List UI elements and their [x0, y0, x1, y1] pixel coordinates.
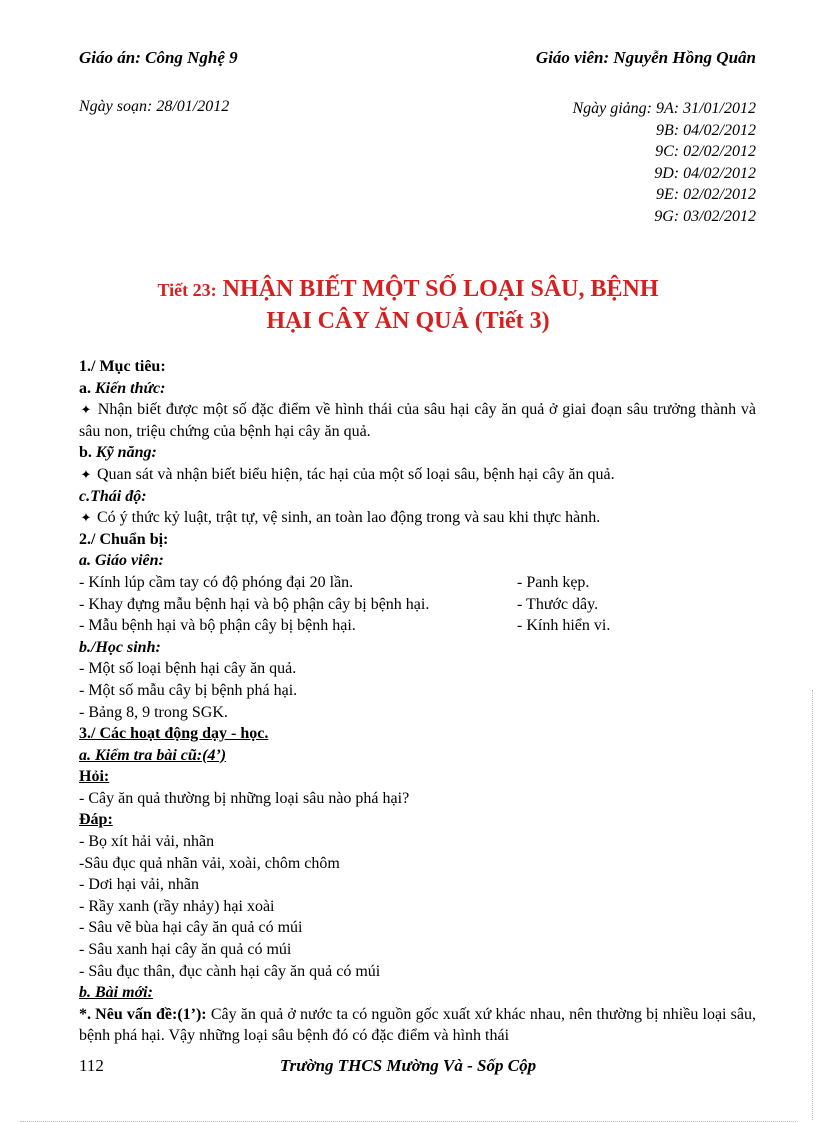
attitude-text-content: Có ý thức kỷ luật, trật tự, vệ sinh, an toàn lao động trong và sau khi thực hành. — [97, 509, 601, 527]
question-text: - Cây ăn quả thường bị những loại sâu nào phá hại? — [79, 789, 410, 807]
teacher-prep-item: - Thước dây. — [517, 595, 599, 613]
section-objectives-heading: 1./ Mục tiêu: — [79, 358, 166, 375]
answer-label: Đáp: — [79, 811, 113, 829]
teacher-prep-row — [79, 594, 756, 616]
section-preparation-heading: 2./ Chuẩn bị: — [79, 530, 169, 548]
page-break-line — [20, 1121, 796, 1122]
student-prep-heading: b./Học sinh: — [79, 638, 161, 656]
page-edge-line — [812, 690, 813, 1120]
intro-text: Cây ăn quả ở nước ta có nguồn gốc xuất xứ khác nhau, nên thường bị nhiều loại sâu, bệnh phá hại. Vậy những loại sâu bệnh đó có đặc điểm và hình thái — [79, 1005, 757, 1045]
skills-text — [79, 464, 756, 486]
intro-label: *. Nêu vấn đề:(1’): — [79, 1005, 207, 1023]
teaching-date: 9D: 04/02/2012 — [654, 164, 756, 182]
star-bullet-icon: ✦ — [80, 402, 92, 418]
teacher-prep-item: - Kính lúp cầm tay có độ phóng đại 20 lần. — [79, 573, 354, 591]
review-heading: a. Kiểm tra bài cũ:(4’) — [79, 746, 227, 764]
skills-prefix: b. — [79, 444, 92, 462]
lesson-body — [79, 356, 756, 1047]
teaching-date: Ngày giảng: 9A: 31/01/2012 — [572, 100, 756, 117]
teaching-date: 9E: 02/02/2012 — [656, 186, 756, 204]
lesson-title-line2: HẠI CÂY ĂN QUẢ (Tiết 3) — [266, 308, 550, 334]
answer-item: - Sâu vẽ bùa hại cây ăn quả có múi — [79, 919, 303, 937]
student-prep-item: - Một số loại bệnh hại cây ăn quả. — [79, 660, 297, 678]
page-number: 112 — [79, 1056, 104, 1075]
teaching-dates — [572, 98, 756, 228]
answer-item: - Sâu xanh hại cây ăn quả có múi — [79, 941, 292, 959]
skills-title: Kỹ năng: — [95, 444, 157, 462]
knowledge-title: Kiến thức: — [95, 379, 166, 397]
answer-item: - Dơi hại vải, nhãn — [79, 876, 199, 894]
new-lesson-heading: b. Bài mới: — [79, 984, 153, 1002]
prepared-date: Ngày soạn: 28/01/2012 — [79, 98, 230, 115]
lesson-number: Tiết 23: — [157, 280, 217, 300]
header-right: Giáo viên: Nguyễn Hồng Quân — [535, 48, 756, 67]
lesson-title-text: NHẬN BIẾT MỘT SỐ LOẠI SÂU, BỆNH — [222, 276, 659, 302]
answer-item: - Bọ xít hải vải, nhãn — [79, 833, 215, 851]
star-bullet-icon: ✦ — [80, 510, 92, 526]
teacher-prep-item: - Panh kẹp. — [517, 573, 590, 591]
student-prep-item: - Bảng 8, 9 trong SGK. — [79, 703, 228, 721]
section-activities-heading: 3./ Các hoạt động dạy - học. — [79, 725, 269, 743]
teacher-prep-row — [79, 615, 756, 637]
question-label: Hỏi: — [79, 768, 110, 786]
teacher-prep-heading: a. Giáo viên: — [79, 552, 164, 570]
knowledge-text — [79, 399, 756, 442]
skills-text-content: Quan sát và nhận biết biểu hiện, tác hại của một số loại sâu, bệnh hại cây ăn quả. — [97, 465, 615, 483]
attitude-heading: c.Thái độ: — [79, 487, 147, 505]
header-left: Giáo án: Công Nghệ 9 — [79, 48, 238, 67]
student-prep-item: - Một số mẫu cây bị bệnh phá hại. — [79, 681, 298, 699]
school-name: Trường THCS Mường Và - Sốp Cộp — [279, 1056, 537, 1075]
skills-heading — [79, 442, 756, 464]
teaching-date: 9B: 04/02/2012 — [656, 121, 756, 139]
teacher-prep-item: - Khay đựng mẫu bệnh hại và bộ phận cây bị bệnh hại. — [79, 595, 430, 613]
knowledge-heading — [79, 378, 756, 400]
teaching-date: 9G: 03/02/2012 — [654, 207, 756, 225]
intro-paragraph — [79, 1004, 756, 1047]
answer-item: - Rầy xanh (rầy nhảy) hại xoài — [79, 897, 275, 915]
teaching-date: 9C: 02/02/2012 — [655, 143, 756, 161]
teacher-prep-item: - Kính hiển vi. — [517, 617, 611, 635]
knowledge-text-content: Nhận biết được một số đặc điểm về hình thái của sâu hại cây ăn quả ở giai đoạn sâu trưởng thành và sâu non, triệu chứng của bệnh hại cây ăn quả. — [79, 401, 757, 440]
attitude-text — [79, 507, 756, 529]
answer-item: - Sâu đục thân, đục cành hại cây ăn quả có múi — [79, 962, 381, 980]
teacher-prep-row — [79, 572, 756, 594]
knowledge-prefix: a. — [79, 379, 91, 397]
teacher-prep-item: - Mẫu bệnh hại và bộ phận cây bị bệnh hại. — [79, 617, 356, 635]
star-bullet-icon: ✦ — [80, 466, 92, 482]
lesson-title-line1 — [0, 276, 816, 303]
answer-item: -Sâu đục quả nhãn vải, xoài, chôm chôm — [79, 854, 340, 872]
